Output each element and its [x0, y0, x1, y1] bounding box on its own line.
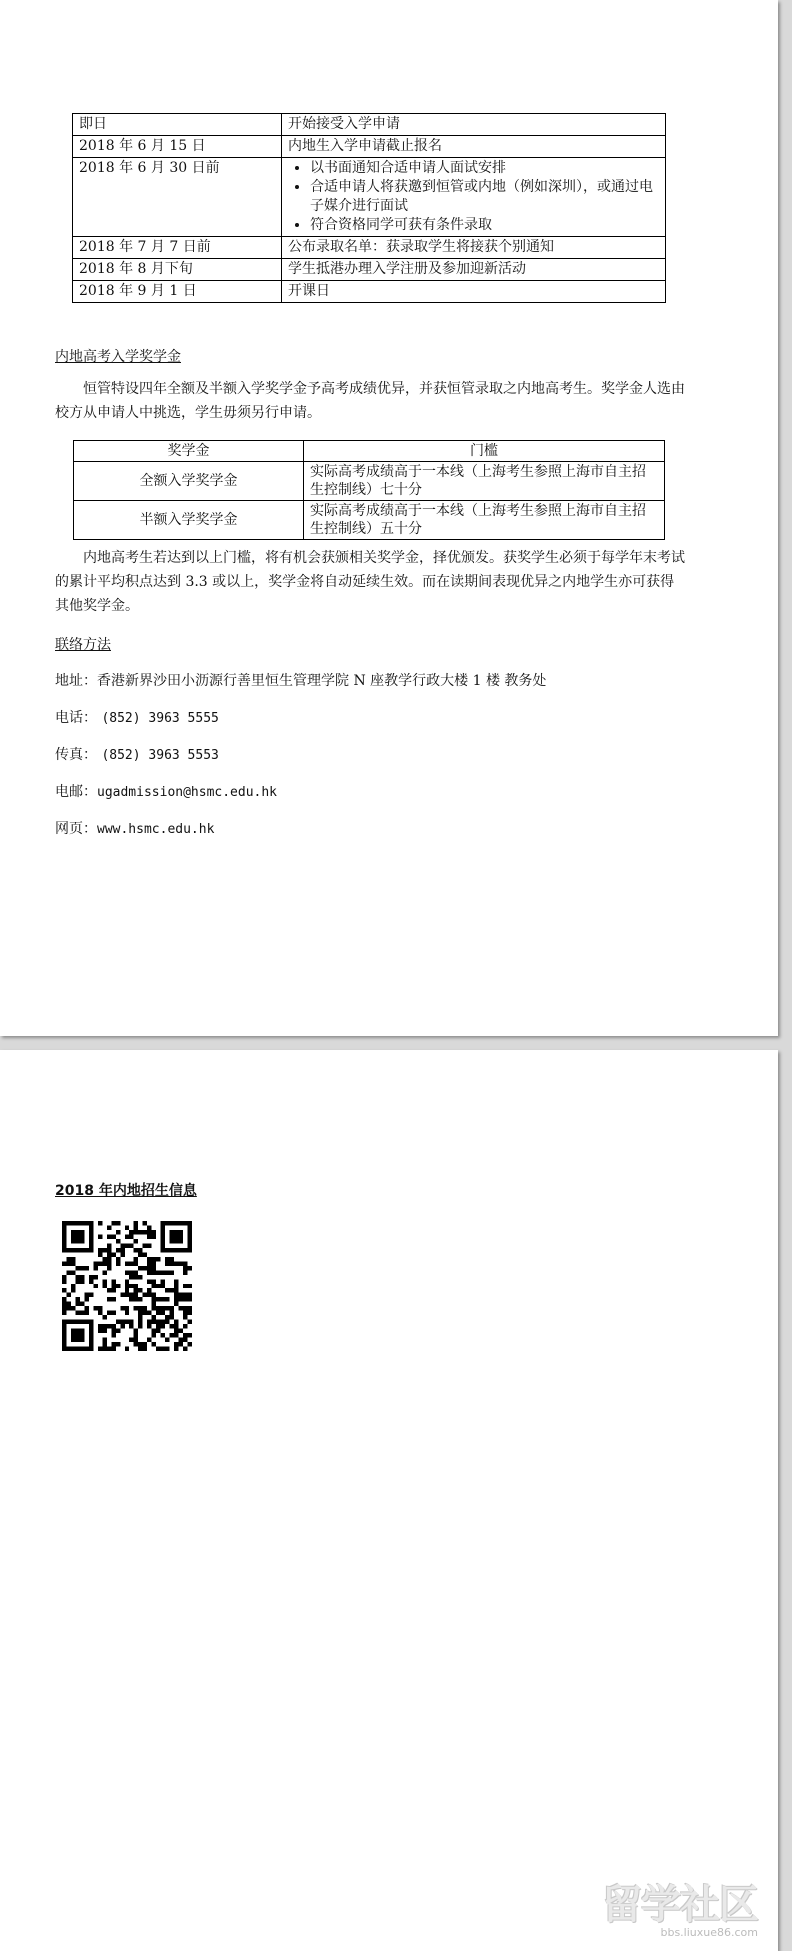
schedule-date: 2018 年 6 月 30 日前 — [73, 158, 282, 237]
email-label: 电邮： — [55, 784, 97, 800]
schedule-event: 开课日 — [282, 281, 666, 303]
schedule-date: 2018 年 8 月下旬 — [73, 259, 282, 281]
schedule-event: 公布录取名单：获录取学生将接获个别通知 — [282, 237, 666, 259]
document-page-2 — [0, 1050, 778, 1951]
scholarship-heading: 内地高考入学奖学金 — [55, 349, 181, 365]
schedule-event: 内地生入学申请截止报名 — [282, 136, 666, 158]
scholarship-col-header: 门槛 — [304, 441, 665, 462]
admission-schedule-table — [72, 113, 666, 303]
watermark-main: 留学社区 — [602, 1882, 758, 1928]
email-link[interactable]: ugadmission@hsmc.edu.hk — [97, 785, 278, 800]
scholarship-table — [73, 440, 665, 540]
schedule-event — [282, 158, 666, 237]
contact-fax — [55, 744, 219, 764]
page2-title: 2018 年内地招生信息 — [55, 1183, 197, 1199]
scholarship-threshold: 实际高考成绩高于一本线（上海考生参照上海市自主招生控制线）五十分 — [304, 501, 665, 540]
scholarship-intro: 恒管特设四年全额及半额入学奖学金予高考成绩优异，并获恒管录取之内地高考生。奖学金人选由校方从申请人中挑选，学生毋须另行申请。 — [55, 381, 685, 421]
web-link[interactable]: www.hsmc.edu.hk — [97, 822, 215, 837]
schedule-event: 开始接受入学申请 — [282, 114, 666, 136]
scholarship-col-header: 奖学金 — [74, 441, 304, 462]
scholarship-name: 半额入学奖学金 — [74, 501, 304, 540]
schedule-date: 2018 年 9 月 1 日 — [73, 281, 282, 303]
address-value: 香港新界沙田小沥源行善里恒生管理学院 N 座教学行政大楼 1 楼 教务处 — [97, 673, 547, 689]
address-label: 地址： — [55, 673, 97, 689]
table-row — [73, 237, 666, 259]
contact-heading: 联络方法 — [55, 637, 111, 653]
schedule-event: 学生抵港办理入学注册及参加迎新活动 — [282, 259, 666, 281]
scholarship-threshold: 实际高考成绩高于一本线（上海考生参照上海市自主招生控制线）七十分 — [304, 462, 665, 501]
scholarship-header-row — [74, 441, 665, 462]
schedule-date: 2018 年 6 月 15 日 — [73, 136, 282, 158]
qr-code-icon — [62, 1221, 192, 1355]
scholarship-name: 全额入学奖学金 — [74, 462, 304, 501]
scholarship-note: 内地高考生若达到以上门槛，将有机会获颁相关奖学金，择优颁发。获奖学生必须于每学年末考试的累计平均积点达到 3.3 或以上，奖学金将自动延续生效。而在读期间表现优异之内地学生亦可获得其他奖学金。 — [55, 550, 685, 614]
schedule-date: 即日 — [73, 114, 282, 136]
table-row — [73, 114, 666, 136]
web-label: 网页： — [55, 821, 97, 837]
contact-phone — [55, 707, 219, 727]
list-item: • 以书面通知合适申请人面试安排 — [310, 159, 659, 178]
contact-address — [55, 670, 546, 690]
phone-value: (852) 3963 5555 — [101, 711, 219, 726]
fax-value: (852) 3963 5553 — [101, 748, 219, 763]
list-item: • 符合资格同学可获有条件录取 — [310, 216, 659, 235]
table-row — [74, 501, 665, 540]
table-row — [73, 259, 666, 281]
table-row — [73, 158, 666, 237]
phone-label: 电话： — [55, 710, 97, 726]
watermark-sub: bbs.liuxue86.com — [660, 1926, 758, 1939]
watermark-logo — [602, 1873, 758, 1939]
table-row — [73, 136, 666, 158]
contact-email — [55, 781, 277, 801]
schedule-bullet-list — [288, 159, 659, 235]
contact-web — [55, 818, 214, 838]
table-row — [74, 462, 665, 501]
list-item: • 合适申请人将获邀到恒管或内地（例如深圳），或通过电子媒介进行面试 — [310, 178, 659, 216]
fax-label: 传真： — [55, 747, 97, 763]
table-row — [73, 281, 666, 303]
schedule-date: 2018 年 7 月 7 日前 — [73, 237, 282, 259]
